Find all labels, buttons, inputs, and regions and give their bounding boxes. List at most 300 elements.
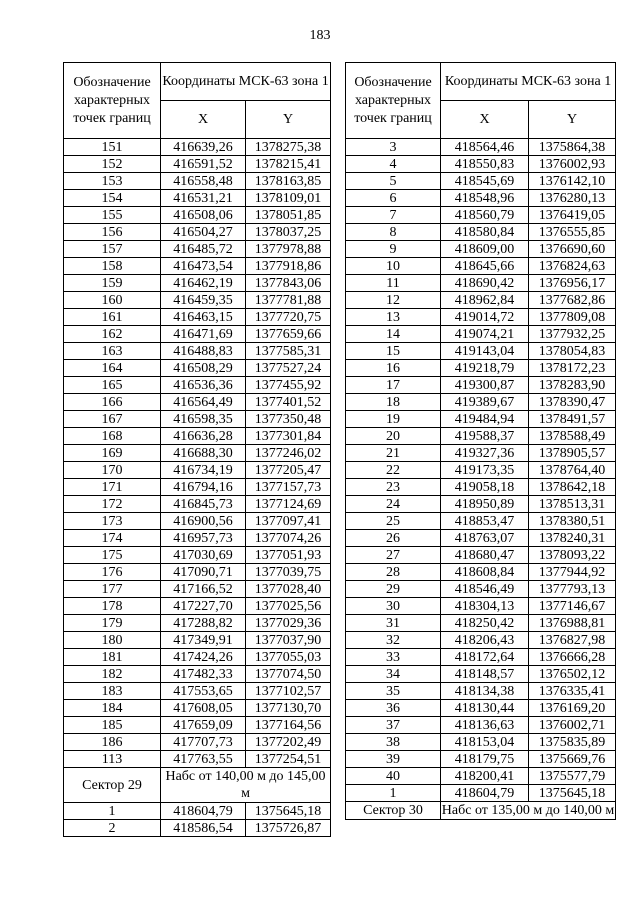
point-id: 7: [346, 207, 441, 224]
table-row: [346, 445, 616, 462]
coord-x: 418546,49: [441, 581, 529, 598]
point-id: 4: [346, 156, 441, 173]
point-id: 165: [64, 377, 161, 394]
point-id: 34: [346, 666, 441, 683]
right-table-body: [346, 139, 616, 802]
coord-y: 1376502,12: [529, 666, 616, 683]
coord-y: 1375726,87: [246, 820, 331, 837]
point-id: 15: [346, 343, 441, 360]
table-row: [346, 411, 616, 428]
coord-y: 1378905,57: [529, 445, 616, 462]
coord-y: 1377301,84: [246, 428, 331, 445]
point-id: 161: [64, 309, 161, 326]
table-row: [64, 360, 331, 377]
coord-x: 419058,18: [441, 479, 529, 496]
coord-x: 419143,04: [441, 343, 529, 360]
table-row: [346, 428, 616, 445]
table-row: [346, 241, 616, 258]
left-table-after-sector: [64, 803, 331, 837]
coord-y: 1377097,41: [246, 513, 331, 530]
coord-y: 1378588,49: [529, 428, 616, 445]
point-id: 154: [64, 190, 161, 207]
coord-x: 416485,72: [161, 241, 246, 258]
table-row: [64, 394, 331, 411]
coord-x: 419484,94: [441, 411, 529, 428]
coord-x: 416462,19: [161, 275, 246, 292]
coord-y: 1378163,85: [246, 173, 331, 190]
coord-x: 417659,09: [161, 717, 246, 734]
coord-x: 418134,38: [441, 683, 529, 700]
coord-x: 416639,26: [161, 139, 246, 156]
coord-x: 416598,35: [161, 411, 246, 428]
table-row: [64, 207, 331, 224]
coord-y: 1375645,18: [529, 785, 616, 802]
table-row: [346, 360, 616, 377]
header-y: Y: [529, 101, 616, 139]
coord-x: 416591,52: [161, 156, 246, 173]
coord-x: 416636,28: [161, 428, 246, 445]
coord-y: 1377350,48: [246, 411, 331, 428]
table-row: [346, 564, 616, 581]
coord-x: 418304,13: [441, 598, 529, 615]
coord-x: 418604,79: [161, 803, 246, 820]
coord-x: 418560,79: [441, 207, 529, 224]
table-row: [346, 598, 616, 615]
table-row: [64, 462, 331, 479]
coord-x: 418853,47: [441, 513, 529, 530]
coord-x: 418690,42: [441, 275, 529, 292]
table-row: [64, 649, 331, 666]
coord-y: 1376280,13: [529, 190, 616, 207]
coord-y: 1377585,31: [246, 343, 331, 360]
point-id: 14: [346, 326, 441, 343]
point-id: 159: [64, 275, 161, 292]
coord-x: 418130,44: [441, 700, 529, 717]
coord-x: 418206,43: [441, 632, 529, 649]
point-id: 171: [64, 479, 161, 496]
table-row: [64, 224, 331, 241]
table-row: [346, 581, 616, 598]
point-id: 186: [64, 734, 161, 751]
table-row: [64, 496, 331, 513]
table-row: [64, 820, 331, 837]
table-row: [64, 547, 331, 564]
coord-x: 416504,27: [161, 224, 246, 241]
point-id: 151: [64, 139, 161, 156]
table-row: [64, 411, 331, 428]
coord-x: 419218,79: [441, 360, 529, 377]
left-table-body: [64, 139, 331, 768]
coord-y: 1377146,67: [529, 598, 616, 615]
coord-x: 417608,05: [161, 700, 246, 717]
header-y: Y: [246, 101, 331, 139]
point-id: 32: [346, 632, 441, 649]
point-id: 179: [64, 615, 161, 632]
coord-y: 1376169,20: [529, 700, 616, 717]
table-row: [64, 513, 331, 530]
point-id: 30: [346, 598, 441, 615]
coord-x: 417166,52: [161, 581, 246, 598]
point-id: 23: [346, 479, 441, 496]
coord-x: 418148,57: [441, 666, 529, 683]
point-id: 12: [346, 292, 441, 309]
table-row: [64, 803, 331, 820]
header-x: X: [441, 101, 529, 139]
coord-y: 1376666,28: [529, 649, 616, 666]
sector-note: Набс от 135,00 м до 140,00 м: [441, 803, 615, 818]
coord-x: 419588,37: [441, 428, 529, 445]
table-row: [346, 462, 616, 479]
coord-x: 419327,36: [441, 445, 529, 462]
coord-x: 418609,00: [441, 241, 529, 258]
coord-y: 1377029,36: [246, 615, 331, 632]
table-row: [64, 734, 331, 751]
point-id: 22: [346, 462, 441, 479]
coord-y: 1378093,22: [529, 547, 616, 564]
table-row: [346, 632, 616, 649]
coord-y: 1377051,93: [246, 547, 331, 564]
coord-y: 1376142,10: [529, 173, 616, 190]
coord-y: 1375669,76: [529, 751, 616, 768]
point-id: 25: [346, 513, 441, 530]
coord-y: 1377037,90: [246, 632, 331, 649]
coord-y: 1377843,06: [246, 275, 331, 292]
point-id: 40: [346, 768, 441, 785]
coord-y: 1377074,26: [246, 530, 331, 547]
point-id: 1: [64, 803, 161, 820]
coord-y: 1377944,92: [529, 564, 616, 581]
coord-x: 418950,89: [441, 496, 529, 513]
table-row: [346, 156, 616, 173]
point-id: 175: [64, 547, 161, 564]
table-row: [64, 428, 331, 445]
sector-note: Набс от 140,00 м до 145,00 м: [161, 768, 331, 803]
coord-y: 1377246,02: [246, 445, 331, 462]
coord-y: 1378513,31: [529, 496, 616, 513]
coord-y: 1378215,41: [246, 156, 331, 173]
coord-x: 416794,16: [161, 479, 246, 496]
coord-x: 418153,04: [441, 734, 529, 751]
table-row: [64, 258, 331, 275]
coord-y: 1377401,52: [246, 394, 331, 411]
coord-y: 1377025,56: [246, 598, 331, 615]
coord-y: 1376419,05: [529, 207, 616, 224]
coord-y: 1376555,85: [529, 224, 616, 241]
table-row: [64, 479, 331, 496]
coord-x: 416900,56: [161, 513, 246, 530]
coord-y: 1377918,86: [246, 258, 331, 275]
table-row: [346, 139, 616, 156]
table-row: [64, 445, 331, 462]
coord-y: 1377254,51: [246, 751, 331, 768]
point-id: 183: [64, 683, 161, 700]
point-id: 181: [64, 649, 161, 666]
point-id: 155: [64, 207, 161, 224]
coord-y: 1377659,66: [246, 326, 331, 343]
point-id: 38: [346, 734, 441, 751]
coord-x: 416957,73: [161, 530, 246, 547]
table-row: [64, 343, 331, 360]
coord-x: 418680,47: [441, 547, 529, 564]
table-row: [64, 581, 331, 598]
coord-x: 417288,82: [161, 615, 246, 632]
coord-y: 1377455,92: [246, 377, 331, 394]
coord-y: 1377205,47: [246, 462, 331, 479]
point-id: 3: [346, 139, 441, 156]
coord-y: 1376956,17: [529, 275, 616, 292]
point-id: 177: [64, 581, 161, 598]
table-row: [64, 139, 331, 156]
table-row: [346, 496, 616, 513]
point-id: 39: [346, 751, 441, 768]
coord-y: 1378109,01: [246, 190, 331, 207]
point-id: 19: [346, 411, 441, 428]
coord-y: 1377809,08: [529, 309, 616, 326]
coord-x: 418172,64: [441, 649, 529, 666]
coord-y: 1376335,41: [529, 683, 616, 700]
point-id: 13: [346, 309, 441, 326]
point-id: 35: [346, 683, 441, 700]
point-id: 113: [64, 751, 161, 768]
point-id: 37: [346, 717, 441, 734]
coord-x: 418645,66: [441, 258, 529, 275]
coord-y: 1377102,57: [246, 683, 331, 700]
coord-x: 416488,83: [161, 343, 246, 360]
table-row: [346, 479, 616, 496]
table-row: [64, 564, 331, 581]
point-id: 184: [64, 700, 161, 717]
table-row: [64, 309, 331, 326]
coord-y: 1375864,38: [529, 139, 616, 156]
point-id: 17: [346, 377, 441, 394]
header-x: X: [161, 101, 246, 139]
coord-x: 419389,67: [441, 394, 529, 411]
coord-x: 418586,54: [161, 820, 246, 837]
coord-y: 1378054,83: [529, 343, 616, 360]
table-row: [346, 700, 616, 717]
point-id: 21: [346, 445, 441, 462]
table-row: [346, 326, 616, 343]
table-row: [346, 224, 616, 241]
table-row: [346, 768, 616, 785]
header-coordinates: Координаты МСК-63 зона 1: [441, 63, 616, 101]
coord-y: 1377202,49: [246, 734, 331, 751]
point-id: 18: [346, 394, 441, 411]
coord-y: 1378390,47: [529, 394, 616, 411]
coord-y: 1377028,40: [246, 581, 331, 598]
table-row: [346, 683, 616, 700]
coord-y: 1377932,25: [529, 326, 616, 343]
coord-y: 1378491,57: [529, 411, 616, 428]
coord-y: 1378380,51: [529, 513, 616, 530]
table-row: [64, 156, 331, 173]
table-row: [64, 632, 331, 649]
table-row: [346, 275, 616, 292]
coord-x: 418763,07: [441, 530, 529, 547]
table-row: [346, 751, 616, 768]
point-id: 182: [64, 666, 161, 683]
table-row: [346, 258, 616, 275]
table-row: [64, 292, 331, 309]
table-row: [346, 190, 616, 207]
point-id: 28: [346, 564, 441, 581]
coord-x: 418962,84: [441, 292, 529, 309]
table-row: [346, 530, 616, 547]
coord-x: 416558,48: [161, 173, 246, 190]
coord-y: 1376690,60: [529, 241, 616, 258]
coord-y: 1378240,31: [529, 530, 616, 547]
point-id: 166: [64, 394, 161, 411]
point-id: 152: [64, 156, 161, 173]
table-row: [346, 666, 616, 683]
table-row: [346, 377, 616, 394]
coord-x: 416734,19: [161, 462, 246, 479]
point-id: 172: [64, 496, 161, 513]
coord-y: 1377793,13: [529, 581, 616, 598]
point-id: 27: [346, 547, 441, 564]
coord-y: 1378283,90: [529, 377, 616, 394]
point-id: 164: [64, 360, 161, 377]
coord-y: 1377720,75: [246, 309, 331, 326]
table-row: [346, 717, 616, 734]
coord-y: 1377074,50: [246, 666, 331, 683]
table-row: [64, 173, 331, 190]
coord-x: 418608,84: [441, 564, 529, 581]
coord-x: 419074,21: [441, 326, 529, 343]
coord-y: 1376988,81: [529, 615, 616, 632]
coord-x: 418200,41: [441, 768, 529, 785]
coord-y: 1378051,85: [246, 207, 331, 224]
coord-y: 1376002,93: [529, 156, 616, 173]
coord-y: 1375835,89: [529, 734, 616, 751]
coord-y: 1378275,38: [246, 139, 331, 156]
table-row: [64, 241, 331, 258]
coord-y: 1377164,56: [246, 717, 331, 734]
coord-x: 419300,87: [441, 377, 529, 394]
table-row: [64, 751, 331, 768]
point-id: 1: [346, 785, 441, 802]
table-row: [346, 734, 616, 751]
table-row: [64, 275, 331, 292]
coord-y: 1377978,88: [246, 241, 331, 258]
point-id: 160: [64, 292, 161, 309]
sector-row: [64, 768, 331, 803]
point-id: 156: [64, 224, 161, 241]
point-id: 169: [64, 445, 161, 462]
coord-x: 418136,63: [441, 717, 529, 734]
point-id: 173: [64, 513, 161, 530]
point-id: 180: [64, 632, 161, 649]
coord-x: 416531,21: [161, 190, 246, 207]
point-id: 29: [346, 581, 441, 598]
point-id: 33: [346, 649, 441, 666]
coord-x: 416508,06: [161, 207, 246, 224]
coord-x: 418179,75: [441, 751, 529, 768]
coord-x: 417763,55: [161, 751, 246, 768]
coord-x: 418604,79: [441, 785, 529, 802]
coord-y: 1376824,63: [529, 258, 616, 275]
table-row: [346, 785, 616, 802]
coord-y: 1376002,71: [529, 717, 616, 734]
point-id: 11: [346, 275, 441, 292]
point-id: 20: [346, 428, 441, 445]
coord-x: 417707,73: [161, 734, 246, 751]
coord-x: 417482,33: [161, 666, 246, 683]
point-id: 168: [64, 428, 161, 445]
table-row: [64, 326, 331, 343]
coord-x: 416508,29: [161, 360, 246, 377]
table-row: [346, 615, 616, 632]
coord-y: 1376827,98: [529, 632, 616, 649]
coord-x: 417030,69: [161, 547, 246, 564]
point-id: 153: [64, 173, 161, 190]
point-id: 2: [64, 820, 161, 837]
coordinates-table-right: [345, 62, 616, 820]
table-row: [64, 530, 331, 547]
table-row: [64, 700, 331, 717]
coord-x: 416536,36: [161, 377, 246, 394]
point-id: 157: [64, 241, 161, 258]
point-id: 10: [346, 258, 441, 275]
coord-x: 417553,65: [161, 683, 246, 700]
coord-x: 416845,73: [161, 496, 246, 513]
point-id: 158: [64, 258, 161, 275]
coord-x: 418250,42: [441, 615, 529, 632]
table-row: [64, 377, 331, 394]
sector-name: Сектор 30: [346, 802, 441, 820]
coord-x: 416564,49: [161, 394, 246, 411]
point-id: 26: [346, 530, 441, 547]
table-row: [64, 666, 331, 683]
coord-x: 418564,46: [441, 139, 529, 156]
table-row: [64, 615, 331, 632]
table-row: [64, 683, 331, 700]
point-id: 5: [346, 173, 441, 190]
point-id: 8: [346, 224, 441, 241]
coord-y: 1378642,18: [529, 479, 616, 496]
table-row: [346, 649, 616, 666]
table-row: [346, 513, 616, 530]
coord-y: 1377124,69: [246, 496, 331, 513]
coord-y: 1377781,88: [246, 292, 331, 309]
header-designation: Обозначение характерных точек границ: [64, 63, 161, 139]
coord-x: 419014,72: [441, 309, 529, 326]
coord-x: 418580,84: [441, 224, 529, 241]
coord-y: 1378172,23: [529, 360, 616, 377]
coord-x: 419173,35: [441, 462, 529, 479]
coord-y: 1377682,86: [529, 292, 616, 309]
table-row: [346, 309, 616, 326]
coord-x: 417090,71: [161, 564, 246, 581]
point-id: 24: [346, 496, 441, 513]
coord-x: 416473,54: [161, 258, 246, 275]
point-id: 36: [346, 700, 441, 717]
table-row: [346, 173, 616, 190]
coord-y: 1377055,03: [246, 649, 331, 666]
point-id: 185: [64, 717, 161, 734]
point-id: 163: [64, 343, 161, 360]
coord-y: 1377157,73: [246, 479, 331, 496]
header-coordinates: Координаты МСК-63 зона 1: [161, 63, 331, 101]
table-row: [64, 598, 331, 615]
table-row: [346, 394, 616, 411]
point-id: 9: [346, 241, 441, 258]
coord-y: 1377527,24: [246, 360, 331, 377]
coord-y: 1377039,75: [246, 564, 331, 581]
coord-x: 416459,35: [161, 292, 246, 309]
coord-x: 417424,26: [161, 649, 246, 666]
table-row: [346, 207, 616, 224]
